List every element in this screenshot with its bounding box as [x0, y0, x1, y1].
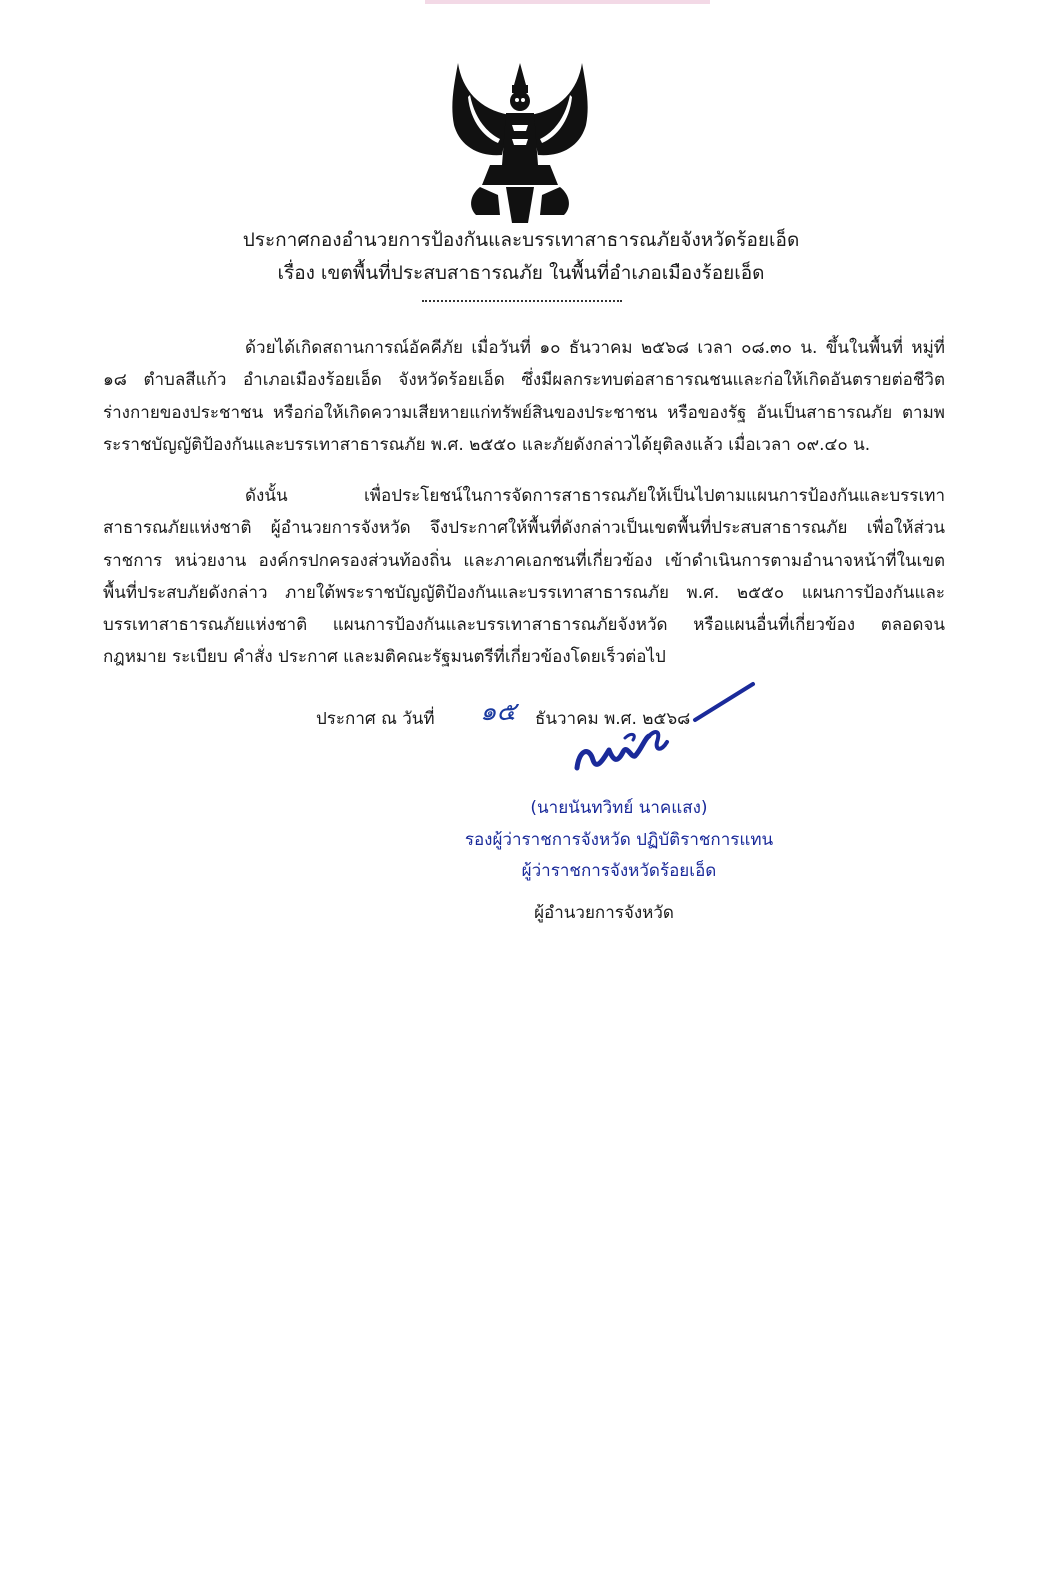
signatory-role: ผู้อำนวยการจังหวัด: [534, 903, 674, 923]
dateline-month-year: ธันวาคม พ.ศ. ๒๕๖๘: [535, 709, 691, 729]
top-edge-mark: [425, 0, 710, 4]
announcement-dateline: [0, 697, 1042, 735]
handwritten-signature: [565, 680, 765, 790]
body-paragraph-2: ดังนั้น เพื่อประโยชน์ในการจัดการสาธารณภัยให้เป็นไปตามแผนการป้องกันและบรรเทาสาธารณภัยแห่งชาติ ผู้อำนวยการจังหวัด จึงประกาศให้พื้นที่ดังกล่าวเป็นเขตพื้นที่ประสบสาธารณภัย เพื่อให้ส่วนราชการ หน่วยงาน องค์กรปกครองส่วนท้องถิ่น และภาคเอกชนที่เกี่ยวข้อง เข้าดำเนินการตามอำนาจหน้าที่ในเขตพื้นที่ประสบภัยดังกล่าว ภายใต้พระราชบัญญัติป้องกันและบรรเทาสาธารณภัย พ.ศ. ๒๕๕๐ แผนการป้องกันและบรรเทาสาธารณภัยแห่งชาติ แผนการป้องกันและบรรเทาสาธารณภัยจังหวัด หรือแผนอื่นที่เกี่ยวข้อง ตลอดจนกฎหมาย ระเบียบ คำสั่ง ประกาศ และมติคณะรัฐมนตรีที่เกี่ยวข้องโดยเร็วต่อไป: [103, 486, 945, 668]
signatory-position-2: ผู้ว่าราชการจังหวัดร้อยเอ็ด: [521, 861, 717, 881]
dotted-divider: [422, 300, 622, 302]
garuda-emblem-icon: [440, 55, 600, 225]
document-title: ประกาศกองอำนวยการป้องกันและบรรเทาสาธารณภัยจังหวัดร้อยเอ็ด: [242, 229, 800, 251]
dateline-day-handwritten: ๑๕: [480, 697, 517, 727]
signatory-position-1: รองผู้ว่าราชการจังหวัด ปฏิบัติราชการแทน: [464, 830, 774, 850]
dateline-prefix: ประกาศ ณ วันที่: [316, 709, 435, 729]
document-subject: เรื่อง เขตพื้นที่ประสบสาธารณภัย ในพื้นที่อำเภอเมืองร้อยเอ็ด: [277, 262, 765, 284]
signatory-name: (นายนันทวิทย์ นาคแสง): [530, 798, 708, 818]
body-paragraph-1: ด้วยได้เกิดสถานการณ์อัคคีภัย เมื่อวันที่ ๑๐ ธันวาคม ๒๕๖๘ เวลา ๐๘.๓๐ น. ขึ้นในพื้นที่ หมู่ที่ ๑๘ ตำบลสีแก้ว อำเภอเมืองร้อยเอ็ด จังหวัดร้อยเอ็ด ซึ่งมีผลกระทบต่อสาธารณชนและก่อให้เกิดอันตรายต่อชีวิต ร่างกายของประชาชน หรือก่อให้เกิดความเสียหายแก่ทรัพย์สินของประชาชน หรือของรัฐ อันเป็นสาธารณภัย ตามพระราชบัญญัติป้องกันและบรรเทาสาธารณภัย พ.ศ. ๒๕๕๐ และภัยดังกล่าวได้ยุติลงแล้ว เมื่อเวลา ๐๙.๔๐ น.: [103, 338, 945, 455]
